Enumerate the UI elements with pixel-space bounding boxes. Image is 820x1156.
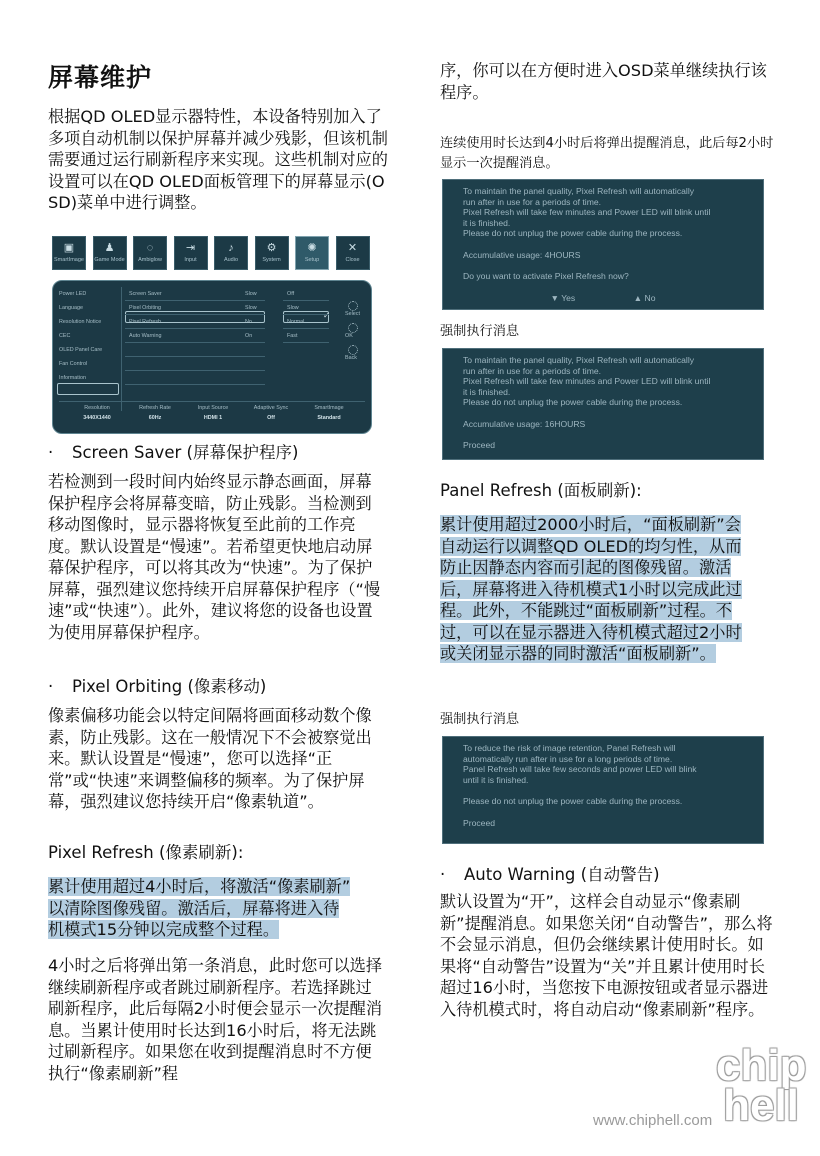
watermark-url: www.chiphell.com xyxy=(593,1112,713,1129)
screen-saver-heading: · Screen Saver (屏幕保护程序) xyxy=(48,443,299,462)
osd-option[interactable]: Slow xyxy=(287,305,299,311)
osd-tab-label: Game Mode xyxy=(94,257,125,263)
osd-tab[interactable] xyxy=(93,236,127,270)
highlight-line: 或关闭显示器的同时激活“面板刷新”。 xyxy=(440,644,716,663)
osd-nav-label: Back xyxy=(345,355,357,361)
osd-nav-icon[interactable] xyxy=(348,345,358,355)
usage-text: Accumulative usage: 4HOURS xyxy=(463,249,581,260)
osd-tab[interactable] xyxy=(133,236,167,270)
osd-tab-icon: ✕ xyxy=(347,242,358,254)
panel-refresh-heading: Panel Refresh (面板刷新): xyxy=(440,481,642,500)
dialog-line: Panel Refresh will take few seconds and power LED will blink xyxy=(463,764,697,774)
osd-tab-label: Input xyxy=(184,257,197,263)
reminder-dialog xyxy=(442,179,764,310)
dialog-line: automatically run after in use for a long periods of time. xyxy=(463,753,673,764)
no-button[interactable]: ▲ No xyxy=(633,292,656,303)
forced-label-1: 强制执行消息 xyxy=(440,324,520,339)
highlight-line: 累计使用超过4小时后，将激活“像素刷新” xyxy=(48,877,351,896)
osd-status-value: Standard xyxy=(317,415,341,421)
dialog-line: Pixel Refresh will take few minutes and Power LED will blink until xyxy=(463,207,711,217)
osd-nav-label: OK xyxy=(345,333,353,339)
dialog-line: run after in use for a periods of time. xyxy=(463,196,602,207)
bullet-icon: · xyxy=(440,865,446,884)
osd-tab-icon: ♟ xyxy=(104,242,115,254)
panel-refresh-highlight xyxy=(440,514,784,665)
usage-text: Accumulative usage: 16HOURS xyxy=(463,418,586,429)
highlight-line: 机模式15分钟以完成整个过程。 xyxy=(48,920,280,939)
osd-tab[interactable] xyxy=(295,236,329,270)
osd-menu-item[interactable]: Fan Control xyxy=(59,361,88,367)
highlight-line: 累计使用超过2000小时后，“面板刷新”会 xyxy=(440,515,741,534)
osd-status-label: Refresh Rate xyxy=(139,405,171,411)
osd-tab-icon: ✺ xyxy=(307,242,317,254)
osd-submenu-value: Slow xyxy=(245,305,257,311)
yes-button[interactable]: ▼ Yes xyxy=(550,292,576,303)
pixel-refresh-text: 4小时之后将弹出第一条消息，此时您可以选择继续刷新程序或者跳过刷新程序。若选择跳过刷新程序，此后每隔2小时便会显示一次提醒消息。当累计使用时长达到16小时后，将无法跳过刷新程序。如果您在收到提醒消息时不方便执行“像素刷新”程 xyxy=(48,956,383,1083)
osd-tab-icon: ⚙ xyxy=(266,242,277,254)
osd-tab-icon: ▣ xyxy=(63,242,75,254)
osd-menu-item[interactable]: Language xyxy=(59,305,83,311)
dialog-line: To maintain the panel quality, Pixel Refresh will automatically xyxy=(463,355,695,365)
osd-submenu-label[interactable]: Pixel Refresh xyxy=(129,319,162,325)
osd-option[interactable]: Off xyxy=(287,291,295,297)
proceed-button[interactable]: Proceed xyxy=(463,440,496,450)
osd-submenu-label[interactable]: Auto Warning xyxy=(129,333,162,339)
osd-menu-selection xyxy=(57,383,119,395)
page-title: 屏幕维护 xyxy=(48,63,153,92)
osd-menu-item[interactable]: Resolution Notice xyxy=(59,319,102,325)
screen-saver-text: 若检测到一段时间内始终显示静态画面，屏幕保护程序会将屏幕变暗，防止残影。当检测到移动图像时，显示器将恢复至此前的工作亮度。默认设置是“慢速”。若希望更快地启动屏幕保护程序，可以将其改为“快速”。为了保护屏幕，强烈建议您持续开启屏幕保护程序（“慢速”或“快速”）。此外，建议将您的设备也设置为使用屏幕保护程序。 xyxy=(48,472,381,642)
dialog-line: Please do not unplug the power cable during the process. xyxy=(463,228,683,238)
highlight-line: 后，屏幕将进入待机模式1小时以完成此过 xyxy=(440,579,742,599)
continue-text: 序，你可以在方便时进入OSD菜单继续执行该程序。 xyxy=(440,61,767,102)
osd-tab-label: Setup xyxy=(304,257,320,263)
osd-submenu-label[interactable]: Screen Saver xyxy=(129,291,162,297)
osd-status-value: 60Hz xyxy=(148,415,162,421)
osd-menu-item[interactable]: CEC xyxy=(59,333,71,339)
dialog-line: it is finished. xyxy=(463,386,511,397)
bullet-icon: · xyxy=(48,443,54,462)
osd-tab-label: SmartImage xyxy=(54,257,84,263)
forced-dialog-panel xyxy=(442,736,764,844)
check-icon: ✓ xyxy=(323,311,330,320)
osd-menu-item[interactable]: Information xyxy=(59,375,86,381)
bullet-icon: · xyxy=(48,677,54,696)
osd-nav-icon[interactable] xyxy=(348,323,358,333)
dialog-line: Please do not unplug the power cable during the process. xyxy=(463,397,683,407)
osd-tab[interactable] xyxy=(336,236,370,270)
chiphell-logo: chip hell xyxy=(716,1041,807,1130)
osd-tab-label: System xyxy=(262,257,281,263)
osd-panel xyxy=(52,280,372,434)
proceed-button[interactable]: Proceed xyxy=(463,817,496,828)
auto-warning-heading: · Auto Warning (自动警告) xyxy=(440,865,660,884)
osd-tab[interactable] xyxy=(52,236,86,270)
osd-tab[interactable] xyxy=(255,236,289,270)
highlight-line: 自动运行以调整QD OLED的均匀性，从而 xyxy=(440,536,742,556)
osd-nav-icon[interactable] xyxy=(348,301,358,311)
osd-menu-item[interactable]: OLED Panel Care xyxy=(59,347,103,353)
osd-submenu-value: No xyxy=(245,319,252,325)
osd-status-label: Adaptive Sync xyxy=(253,405,289,411)
forced-dialog-pixel xyxy=(442,348,764,460)
intro-paragraph: 根据QD OLED显示器特性，本设备特别加入了多项自动机制以保护屏幕并减少残影，但该机制需要通过运行刷新程序来实现。这些机制对应的设置可以在QD OLED面板管理下的屏幕显示(OSD)菜单中进行调整。 xyxy=(48,107,388,212)
osd-tab-icon: ⇥ xyxy=(185,242,196,254)
osd-tab-label: Ambiglow xyxy=(138,257,162,263)
osd-menu-item[interactable]: Power LED xyxy=(59,291,87,297)
dialog-line: it is finished. xyxy=(463,217,511,228)
osd-tab-icon: ♪ xyxy=(228,242,234,254)
osd-option[interactable]: Normal xyxy=(287,319,305,325)
osd-tab[interactable] xyxy=(214,236,248,270)
dialog-line: To maintain the panel quality, Pixel Refresh will automatically xyxy=(463,186,695,196)
pixel-orbiting-text: 像素偏移功能会以特定间隔将画面移动数个像素，防止残影。这在一般情况下不会被察觉出来。默认设置是“慢速”，您可以选择“正常”或“快速”来调整偏移的频率。为了保护屏幕，强烈建议您持续开启“像素轨道”。 xyxy=(48,706,372,811)
osd-status-label: SmartImage xyxy=(314,405,344,411)
dialog-line: run after in use for a periods of time. xyxy=(463,365,602,376)
warning-text: Please do not unplug the power cable during the process. xyxy=(463,796,683,806)
highlight-line: 程。此外，不能跳过“面板刷新”过程。不 xyxy=(440,601,732,620)
osd-submenu-value: On xyxy=(245,333,253,339)
pixel-refresh-highlight xyxy=(48,876,388,941)
dialog-line: until it is finished. xyxy=(463,774,529,785)
osd-tab[interactable] xyxy=(174,236,208,270)
osd-status-value: 3440X1440 xyxy=(83,415,111,421)
dialog-line: Pixel Refresh will take few minutes and Power LED will blink until xyxy=(463,376,711,386)
osd-status-value: HDMI 1 xyxy=(203,415,223,421)
osd-menu-illustration xyxy=(52,236,372,436)
highlight-line: 以清除图像残留。激活后，屏幕将进入待 xyxy=(48,898,340,918)
osd-nav-label: Select xyxy=(345,311,360,317)
pixel-orbiting-heading: · Pixel Orbiting (像素移动) xyxy=(48,677,267,696)
osd-status-value: Off xyxy=(267,415,275,421)
question-text: Do you want to activate Pixel Refresh now? xyxy=(463,271,629,281)
auto-warning-text: 默认设置为“开”，这样会自动显示“像素刷新”提醒消息。如果您关闭“自动警告”，那么将不会显示消息，但仍会继续累计使用时长。如果将“自动警告”设置为“关”并且累计使用时长超过16小时，当您按下电源按钮或者显示器进入待机模式时，将自动启动“像素刷新”程序。 xyxy=(440,892,773,1019)
highlight-line: 防止因静态内容而引起的图像残留。激活 xyxy=(440,558,732,577)
pixel-refresh-heading: Pixel Refresh (像素刷新): xyxy=(48,843,244,862)
dialog-line: To reduce the risk of image retention, Panel Refresh will xyxy=(463,743,676,753)
osd-option[interactable]: Fast xyxy=(287,333,298,339)
osd-status-label: Input Source xyxy=(197,405,229,411)
osd-tab-label: Close xyxy=(345,257,360,263)
osd-status-label: Resolution xyxy=(84,405,110,411)
osd-tab-icon: ◌ xyxy=(146,242,154,254)
osd-tab-label: Audio xyxy=(223,257,239,263)
forced-label-2: 强制执行消息 xyxy=(440,712,520,727)
highlight-line: 过，可以在显示器进入待机模式超过2小时 xyxy=(440,622,742,642)
note-4h: 连续使用时长达到4小时后将弹出提醒消息，此后每2小时显示一次提醒消息。 xyxy=(440,136,774,171)
osd-submenu-label[interactable]: Pixel Orbiting xyxy=(129,305,162,311)
osd-submenu-value: Slow xyxy=(245,291,257,297)
